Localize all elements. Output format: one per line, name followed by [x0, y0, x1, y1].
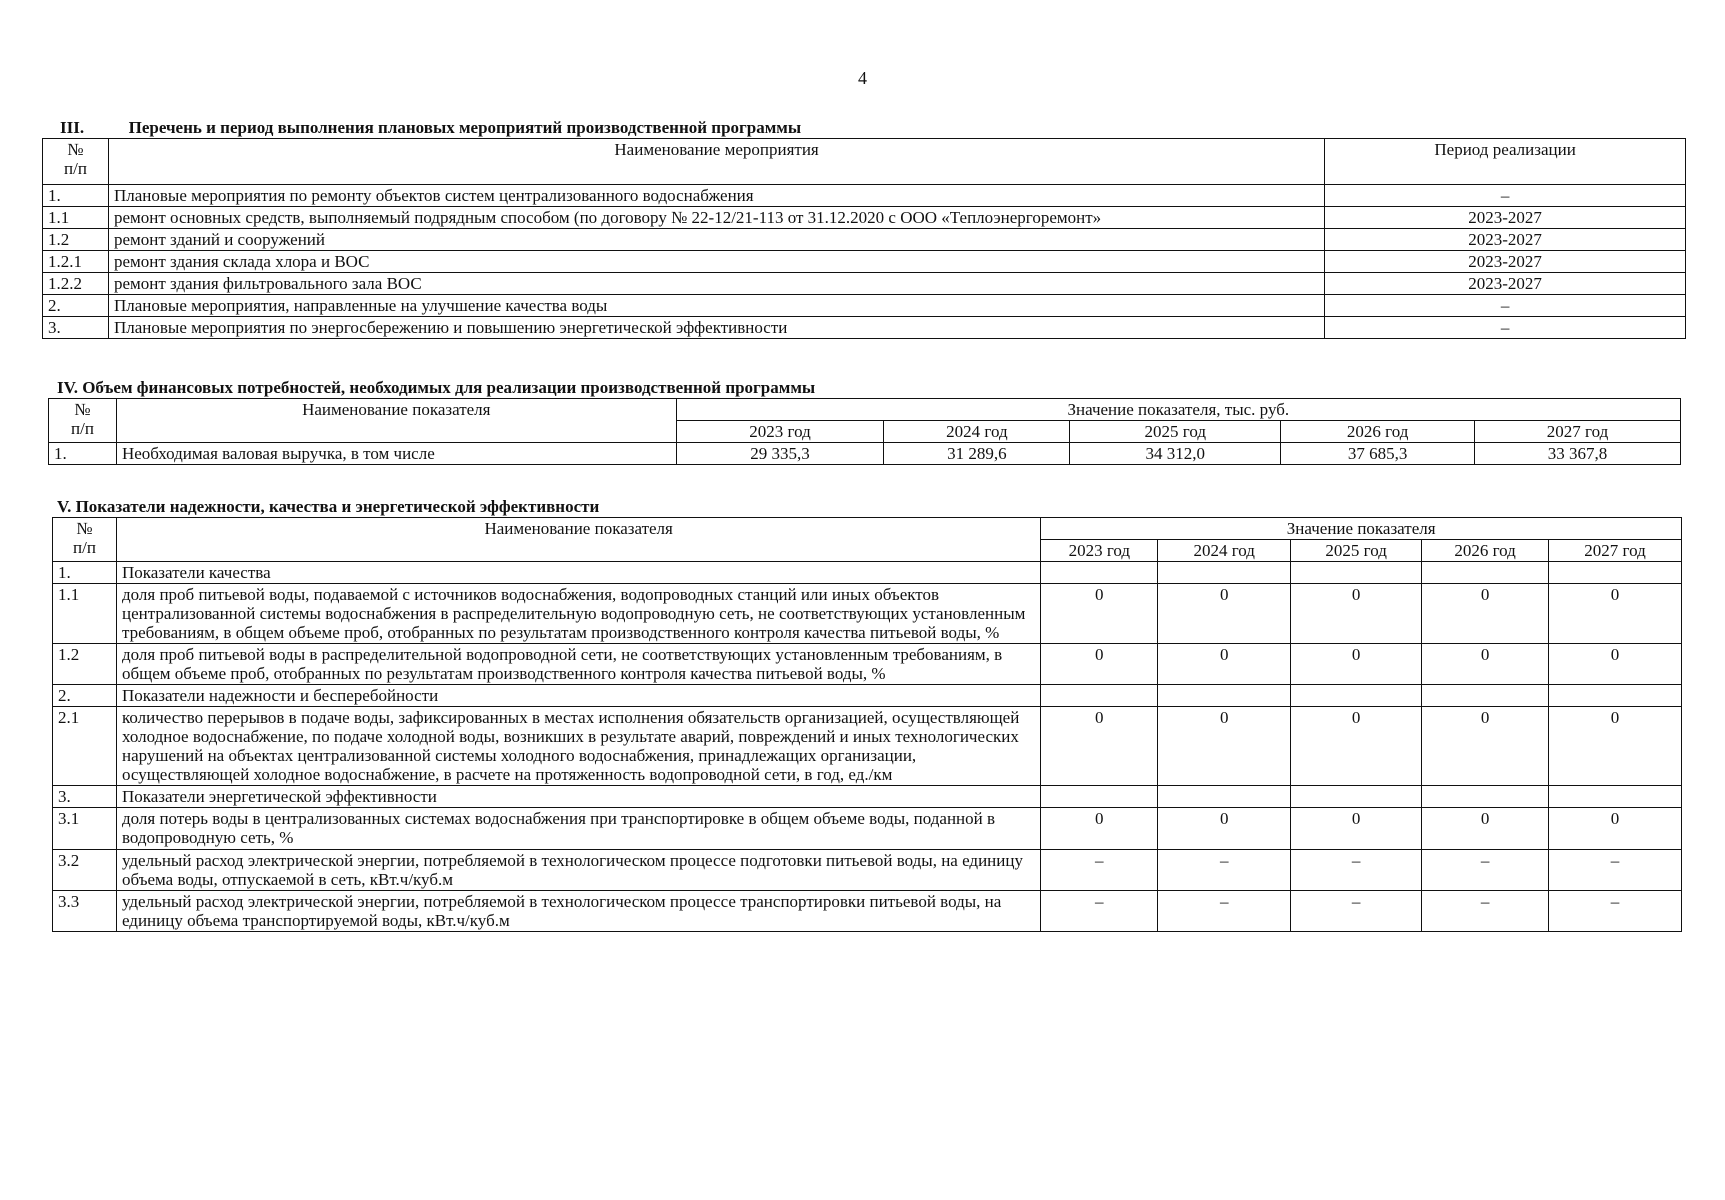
row-value: 0 [1041, 707, 1158, 786]
row-name: ремонт здания фильтровального зала ВОС [108, 273, 1324, 295]
row-period: 2023-2027 [1325, 229, 1686, 251]
row-period: – [1325, 185, 1686, 207]
row-value: 0 [1158, 584, 1291, 644]
col-header-name: Наименование показателя [116, 518, 1040, 562]
row-name: доля проб питьевой воды, подаваемой с источников водоснабжения, водопроводных станций или иных объектов централизованной системы водоснабжения в распределительную водопроводную сеть, не соответствующих установленным требованиям, в общем объеме проб, отобранных по результатам производственного контроля качества питьевой воды, % [116, 584, 1040, 644]
row-name: доля проб питьевой воды в распределительной водопроводной сети, не соответствующих установленным требованиям, в общем объеме проб, отобранных по результатам производственного контроля качества питьевой воды, % [116, 644, 1040, 685]
table-row [43, 295, 1686, 317]
table-row [53, 584, 1682, 644]
row-number: 1. [53, 562, 117, 584]
row-value: 0 [1549, 808, 1682, 849]
row-value: – [1158, 890, 1291, 931]
col-header-year: 2027 год [1475, 421, 1681, 443]
row-name: Плановые мероприятия по энергосбережению и повышению энергетической эффективности [108, 317, 1324, 339]
section-3-title [60, 118, 801, 138]
row-value: 0 [1422, 808, 1549, 849]
row-value [1291, 685, 1422, 707]
row-value: 31 289,6 [884, 443, 1070, 465]
col-header-year: 2024 год [884, 421, 1070, 443]
table-row [53, 808, 1682, 849]
row-value: 0 [1422, 584, 1549, 644]
row-value: 0 [1158, 808, 1291, 849]
row-name: удельный расход электрической энергии, потребляемой в технологическом процессе транспортировки питьевой воды, на единицу объема транспортируемой воды, кВт.ч/куб.м [116, 890, 1040, 931]
row-value: – [1291, 849, 1422, 890]
row-name: удельный расход электрической энергии, потребляемой в технологическом процессе подготовки питьевой воды, на единицу объема воды, отпускаемой в сеть, кВт.ч/куб.м [116, 849, 1040, 890]
row-value: 0 [1291, 644, 1422, 685]
row-value [1041, 685, 1158, 707]
col-header-year: 2024 год [1158, 540, 1291, 562]
table-row [43, 229, 1686, 251]
row-value: 0 [1291, 707, 1422, 786]
row-value [1158, 685, 1291, 707]
table-row [53, 685, 1682, 707]
row-period: – [1325, 295, 1686, 317]
row-number: 2.1 [53, 707, 117, 786]
row-name: ремонт основных средств, выполняемый подрядным способом (по договору № 22-12/21-113 от 31.12.2020 с ООО «Теплоэнергоремонт» [108, 207, 1324, 229]
row-value [1041, 786, 1158, 808]
row-value [1422, 786, 1549, 808]
section-3-table [42, 138, 1686, 339]
row-number: 1.1 [53, 584, 117, 644]
row-number: 1.2 [53, 644, 117, 685]
row-name: ремонт зданий и сооружений [108, 229, 1324, 251]
row-period: – [1325, 317, 1686, 339]
row-number: 2. [53, 685, 117, 707]
table-row [53, 890, 1682, 931]
table-row [53, 562, 1682, 584]
col-header-no: № п/п [53, 518, 117, 562]
col-header-year: 2023 год [676, 421, 884, 443]
section-5-table [52, 517, 1682, 932]
col-header-year: 2027 год [1549, 540, 1682, 562]
row-number: 3.1 [53, 808, 117, 849]
table-row [43, 317, 1686, 339]
row-period: 2023-2027 [1325, 251, 1686, 273]
row-value: 0 [1422, 707, 1549, 786]
table-row [43, 251, 1686, 273]
col-header-value: Значение показателя [1041, 518, 1682, 540]
section-4-table [48, 398, 1681, 465]
row-number: 2. [43, 295, 109, 317]
row-value: 0 [1041, 644, 1158, 685]
row-period: 2023-2027 [1325, 273, 1686, 295]
row-value [1291, 562, 1422, 584]
row-period: 2023-2027 [1325, 207, 1686, 229]
row-name: Плановые мероприятия, направленные на улучшение качества воды [108, 295, 1324, 317]
row-value: – [1041, 890, 1158, 931]
row-value: 0 [1291, 584, 1422, 644]
row-number: 1.1 [43, 207, 109, 229]
row-value: 37 685,3 [1281, 443, 1475, 465]
row-value: – [1041, 849, 1158, 890]
row-value [1041, 562, 1158, 584]
row-value: 0 [1041, 808, 1158, 849]
row-value: – [1158, 849, 1291, 890]
row-value [1549, 562, 1682, 584]
row-name: Показатели качества [116, 562, 1040, 584]
col-header-year: 2026 год [1422, 540, 1549, 562]
section-4-title: IV. Объем финансовых потребностей, необходимых для реализации производственной программы [57, 378, 816, 397]
row-name: Показатели энергетической эффективности [116, 786, 1040, 808]
col-header-year: 2023 год [1041, 540, 1158, 562]
table-row [43, 273, 1686, 295]
row-value: 0 [1291, 808, 1422, 849]
row-name: ремонт здания склада хлора и ВОС [108, 251, 1324, 273]
row-number: 1. [49, 443, 117, 465]
row-value: – [1422, 890, 1549, 931]
col-header-year: 2025 год [1070, 421, 1281, 443]
row-number: 3. [53, 786, 117, 808]
row-value: 0 [1041, 584, 1158, 644]
section-5-title: V. Показатели надежности, качества и энергетической эффективности [57, 497, 600, 516]
row-value [1158, 786, 1291, 808]
row-value: – [1549, 849, 1682, 890]
row-value: – [1549, 890, 1682, 931]
col-header-no: № п/п [49, 399, 117, 443]
table-row [43, 207, 1686, 229]
row-value [1549, 685, 1682, 707]
row-value [1549, 786, 1682, 808]
row-value: 34 312,0 [1070, 443, 1281, 465]
row-number: 1. [43, 185, 109, 207]
row-name: Необходимая валовая выручка, в том числе [116, 443, 676, 465]
col-header-name: Наименование мероприятия [108, 139, 1324, 185]
row-number: 3.3 [53, 890, 117, 931]
row-value: 0 [1549, 644, 1682, 685]
row-number: 1.2.2 [43, 273, 109, 295]
row-name: доля потерь воды в централизованных системах водоснабжения при транспортировке в общем объеме воды, поданной в водопроводную сеть, % [116, 808, 1040, 849]
row-value: – [1422, 849, 1549, 890]
row-value: 29 335,3 [676, 443, 884, 465]
section-3-numeral: III. [60, 118, 85, 137]
row-value [1158, 562, 1291, 584]
row-value: 0 [1549, 584, 1682, 644]
row-value: 0 [1422, 644, 1549, 685]
row-name: Показатели надежности и бесперебойности [116, 685, 1040, 707]
row-value: – [1291, 890, 1422, 931]
page-number: 4 [858, 68, 867, 88]
table-row [43, 185, 1686, 207]
col-header-name: Наименование показателя [116, 399, 676, 443]
row-name: количество перерывов в подаче воды, зафиксированных в местах исполнения обязательств организацией, осуществляющей холодное водоснабжение, по подаче холодной воды, возникших в результате аварий, повреждений и иных технологических нарушений на объектах централизованной системы холодного водоснабжения, принадлежащих организации, осуществляющей холодное водоснабжение, в расчете на протяженность водопроводной сети, в год, ед./км [116, 707, 1040, 786]
table-row [53, 786, 1682, 808]
row-value: 0 [1158, 707, 1291, 786]
col-header-value: Значение показателя, тыс. руб. [676, 399, 1680, 421]
col-header-year: 2026 год [1281, 421, 1475, 443]
row-value [1291, 786, 1422, 808]
col-header-period: Период реализации [1325, 139, 1686, 185]
row-value: 33 367,8 [1475, 443, 1681, 465]
section-3-title-text: Перечень и период выполнения плановых мероприятий производственной программы [128, 118, 802, 137]
row-number: 3.2 [53, 849, 117, 890]
row-value [1422, 685, 1549, 707]
row-number: 1.2.1 [43, 251, 109, 273]
row-number: 1.2 [43, 229, 109, 251]
row-name: Плановые мероприятия по ремонту объектов систем централизованного водоснабжения [108, 185, 1324, 207]
row-number: 3. [43, 317, 109, 339]
table-row [49, 443, 1681, 465]
table-row [53, 644, 1682, 685]
table-row [53, 707, 1682, 786]
col-header-no: № п/п [43, 139, 109, 185]
table-row [53, 849, 1682, 890]
row-value [1422, 562, 1549, 584]
row-value: 0 [1549, 707, 1682, 786]
row-value: 0 [1158, 644, 1291, 685]
col-header-year: 2025 год [1291, 540, 1422, 562]
